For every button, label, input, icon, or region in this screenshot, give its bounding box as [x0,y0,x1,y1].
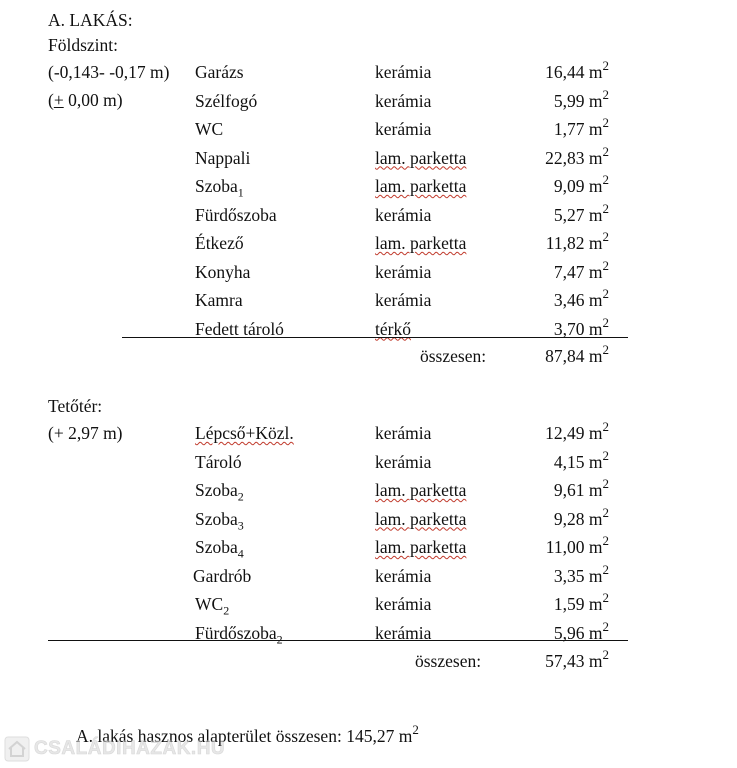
room-floor: kerámia [375,261,432,282]
room-name: Garázs [195,62,244,82]
room-area: 11,82 $m^2$ [545,229,609,253]
watermark [4,734,230,764]
room-floor: kerámia [375,119,432,139]
room-name: Szélfogó [195,90,258,111]
ground-total-label: összesen: [420,346,487,366]
attic-total-label: összesen: [415,651,482,671]
room-floor: kerámia [375,90,432,111]
summary-line: A. lakás hasznos alapterület összesen: 145,27 $m^2$ [76,722,419,746]
ground-level-2: (+ 0,00 m) [48,90,123,110]
room-area: 16,44 $m^2$ [545,58,609,82]
room-name: Fürdőszoba [195,204,277,225]
room-area: 22,83 $m^2$ [545,143,609,168]
room-name: Tároló [195,451,242,472]
room-name: $WC_2$ [195,594,230,618]
ground-level-1: (-0,143- -0,17 m) [48,62,170,82]
watermark-text: CSALÁDIHAZAK.HU [34,738,226,759]
room-name: Kamra [195,290,243,310]
room-area: 11,00 $m^2$ [545,533,609,557]
room-area: 3,46 $m^2$ [553,286,609,310]
room-area: 3,70 $m^2$ [553,314,609,339]
room-floor: lam. parketta [375,508,467,529]
room-floor: térkő [375,318,411,339]
room-floor: kerámia [375,451,432,472]
room-area: 5,96 $m^2$ [553,618,609,643]
room-name: Fürdőszoba$_2$ [195,622,283,646]
room-floor: kerámia [375,62,432,82]
room-name: Fedett tároló [195,318,284,339]
room-floor: lam. parketta [375,176,467,196]
room-floor: kerámia [375,565,432,586]
room-area: 12,49 $m^2$ [545,419,609,443]
room-area: 1,77 $m^2$ [553,115,609,139]
room-floor: lam. parketta [375,147,467,168]
room-floor: kerámia [375,290,432,310]
room-name: Szoba$_4$ [195,537,244,561]
room-area: 4,15 $m^2$ [553,447,609,472]
room-floor: lam. parketta [375,233,467,253]
room-area: 7,47 $m^2$ [553,257,609,282]
room-area: 9,09 $m^2$ [553,172,609,196]
ground-total-value: 87,84 $m^2$ [545,342,609,366]
ground-floor-heading: Földszint: [48,35,119,55]
room-name: WC [195,119,224,139]
attic-heading: Tetőtér: [48,396,103,416]
room-name: Lépcső+Közl. [195,423,294,443]
room-area: 9,28 $m^2$ [553,504,609,529]
room-floor: lam. parketta [375,537,467,557]
ground-total-rule [122,337,628,338]
room-area: 5,99 $m^2$ [553,86,609,111]
attic-total-rule [48,640,628,641]
room-floor: kerámia [375,423,432,443]
room-area: 5,27 $m^2$ [553,200,609,225]
room-area: 1,59 $m^2$ [553,590,609,614]
room-floor: kerámia [375,594,432,614]
room-name: Étkező [195,233,244,253]
room-area: 3,35 $m^2$ [553,561,609,586]
room-name: Szoba$_1$ [195,176,244,200]
room-floor: kerámia [375,204,432,225]
room-name: Konyha [195,261,251,282]
room-name: Szoba$_2$ [195,480,244,504]
room-name: Szoba$_3$ [195,508,244,532]
room-floor: kerámia [375,622,432,643]
room-name: Nappali [195,147,251,168]
attic-total-value: 57,43 $m^2$ [545,647,609,671]
room-floor: lam. parketta [375,480,467,500]
room-area: 9,61 $m^2$ [553,476,609,500]
house-icon [4,736,30,762]
attic-level: (+ 2,97 m) [48,423,123,443]
room-name: Gardrób [193,565,252,586]
document-title: A. LAKÁS: [48,10,133,30]
